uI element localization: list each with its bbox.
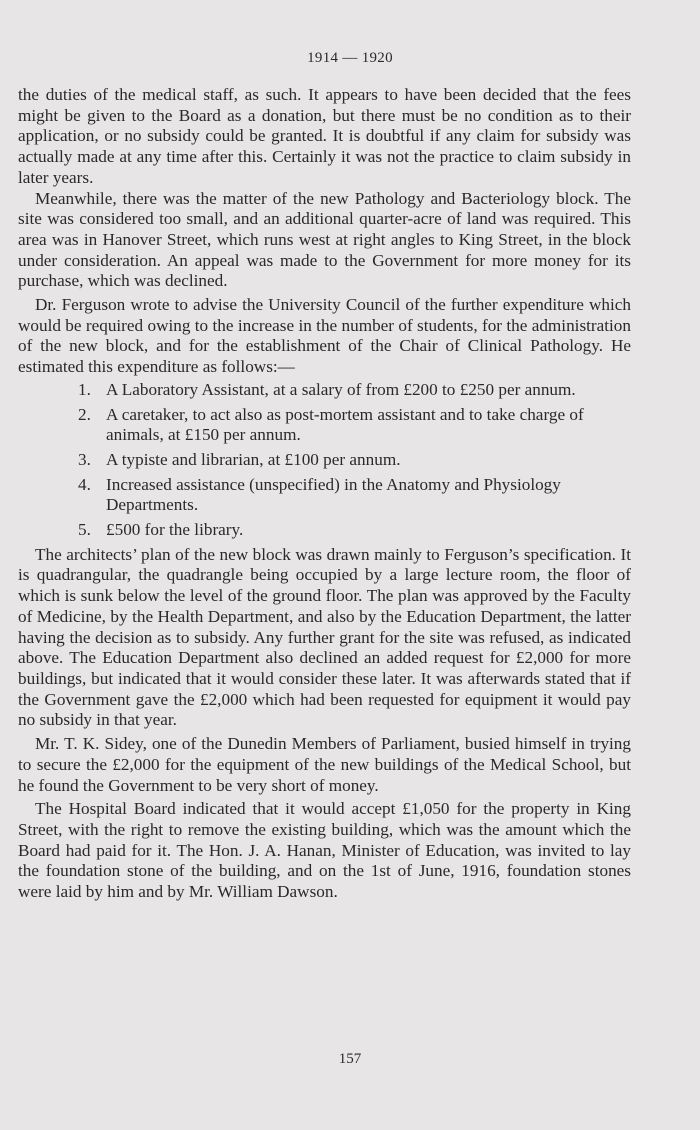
list-item: [18, 475, 631, 516]
paragraph: Meanwhile, there was the matter of the new Pathology and Bacteriology block. The site was considered too small, and an additional quarter-acre of land was required. This area was in Hanover Street, which runs west at right angles to King Street, in the block under consideration. An appeal was made to the Government for more money for its purchase, which was declined.: [18, 188, 631, 291]
page-number: 157: [338, 1051, 362, 1067]
list-item: [18, 520, 631, 541]
paragraph: the duties of the medical staff, as such. It appears to have been decided that the fees might be given to the Board as a donation, but there must be no condition as to their application, or no subsidy could be granted. It is doubtful if any claim for subsidy was actually made at any time after this. Certainly it was not the practice to claim subsidy in later years.: [18, 85, 631, 187]
list-item-number: 5.: [78, 520, 91, 540]
list-item: [18, 380, 631, 401]
list-item: [18, 450, 631, 471]
list-item-text: Increased assistance (unspecified) in the Anatomy and Physiology Departments.: [106, 474, 561, 515]
paragraph: The Hospital Board indicated that it would accept £1,050 for the property in King Street, with the right to remove the existing building, which was the amount which the Board had paid for it. The Hon. J. A. Hanan, Minister of Education, was invited to lay the foundation stone of the building, and on the 1st of June, 1916, foundation stones were laid by him and by Mr. William Dawson.: [18, 799, 631, 902]
list-item-number: 1.: [78, 379, 91, 399]
paragraph: The architects’ plan of the new block was drawn mainly to Ferguson’s specification. It is quadrangular, the quadrangle being occupied by a large lecture room, the floor of which is sunk below the level of the ground floor. The plan was approved by the Faculty of Medicine, by the Health Department, and also by the Education Department, the latter having the decision as to subsidy. Any further grant for the site was refused, as indicated above. The Education Department also declined an added request for £2,000 for more buildings, but indicated that it would consider these later. It was afterwards stated that if the Government gave the £2,000 which had been requested for equipment it would pay no subsidy in that year.: [18, 544, 631, 730]
list-item-text: A caretaker, to act also as post-mortem assistant and to take charge of animals, at £150 per annum.: [106, 404, 584, 445]
list-item-text: A typiste and librarian, at £100 per annum.: [106, 449, 401, 469]
expenditure-list: [18, 380, 631, 541]
running-head: 1914 — 1920: [307, 50, 393, 66]
list-item-number: 4.: [78, 474, 91, 494]
paragraph: Mr. T. K. Sidey, one of the Dunedin Members of Parliament, busied himself in trying to secure the £2,000 for the equipment of the new buildings of the Medical School, but he found the Government to be very short of money.: [18, 734, 631, 795]
paragraph: Dr. Ferguson wrote to advise the University Council of the further expenditure which would be required owing to the increase in the number of students, for the administration of the new block, and for the establishment of the Chair of Clinical Pathology. He estimated this expenditure as follows:—: [18, 295, 631, 377]
list-item-text: A Laboratory Assistant, at a salary of from £200 to £250 per annum.: [106, 379, 576, 399]
list-item-text: £500 for the library.: [106, 520, 244, 540]
list-item-number: 2.: [78, 404, 91, 424]
list-item-number: 3.: [78, 449, 91, 469]
list-item: [18, 405, 631, 446]
body-text: [18, 85, 631, 903]
